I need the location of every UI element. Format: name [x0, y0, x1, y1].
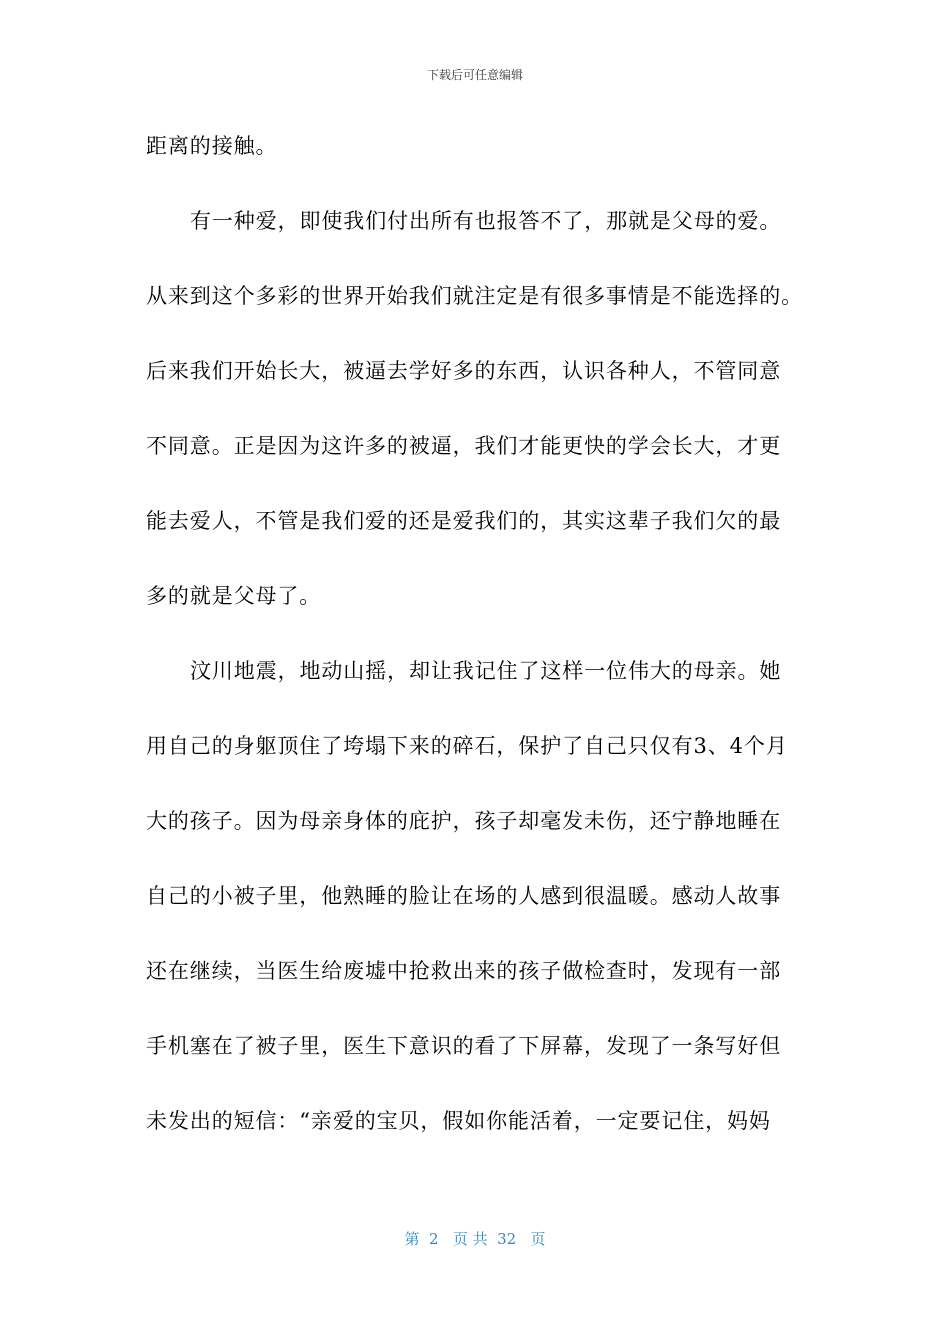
text-line: 距离的接触。	[146, 134, 278, 158]
text-line: 后来我们开始长大，被逼去学好多的东西，认识各种人，不管同意	[146, 359, 782, 383]
text-line: 还在继续，当医生给废墟中抢救出来的孩子做检查时，发现有一部	[146, 959, 782, 983]
text-line: 用自己的身躯顶住了垮塌下来的碎石，保护了自己只仅有3、4个月	[146, 734, 788, 758]
text-line: 能去爱人，不管是我们爱的还是爱我们的，其实这辈子我们欠的最	[146, 509, 782, 533]
text-line: 手机塞在了被子里，医生下意识的看了下屏幕，发现了一条写好但	[146, 1034, 782, 1058]
document-body	[146, 124, 806, 1174]
text-line: 大的孩子。因为母亲身体的庇护，孩子却毫发未伤，还宁静地睡在	[146, 809, 782, 833]
page-number-footer: 第 2 页 共 32 页	[404, 1230, 546, 1248]
text-line: 有一种爱，即使我们付出所有也报答不了，那就是父母的爱。	[190, 209, 782, 233]
text-line: 汶川地震，地动山摇，却让我记住了这样一位伟大的母亲。她	[190, 659, 782, 683]
text-line: 未发出的短信：“亲爱的宝贝，假如你能活着，一定要记住，妈妈	[146, 1109, 771, 1133]
text-line: 不同意。正是因为这许多的被逼，我们才能更快的学会长大，才更	[146, 434, 782, 458]
page-header: 下载后可任意编辑	[426, 68, 523, 82]
text-line: 从来到这个多彩的世界开始我们就注定是有很多事情是不能选择的。	[146, 284, 803, 308]
text-line: 多的就是父母了。	[146, 584, 322, 608]
text-line: 自己的小被子里，他熟睡的脸让在场的人感到很温暖。感动人故事	[146, 884, 782, 908]
